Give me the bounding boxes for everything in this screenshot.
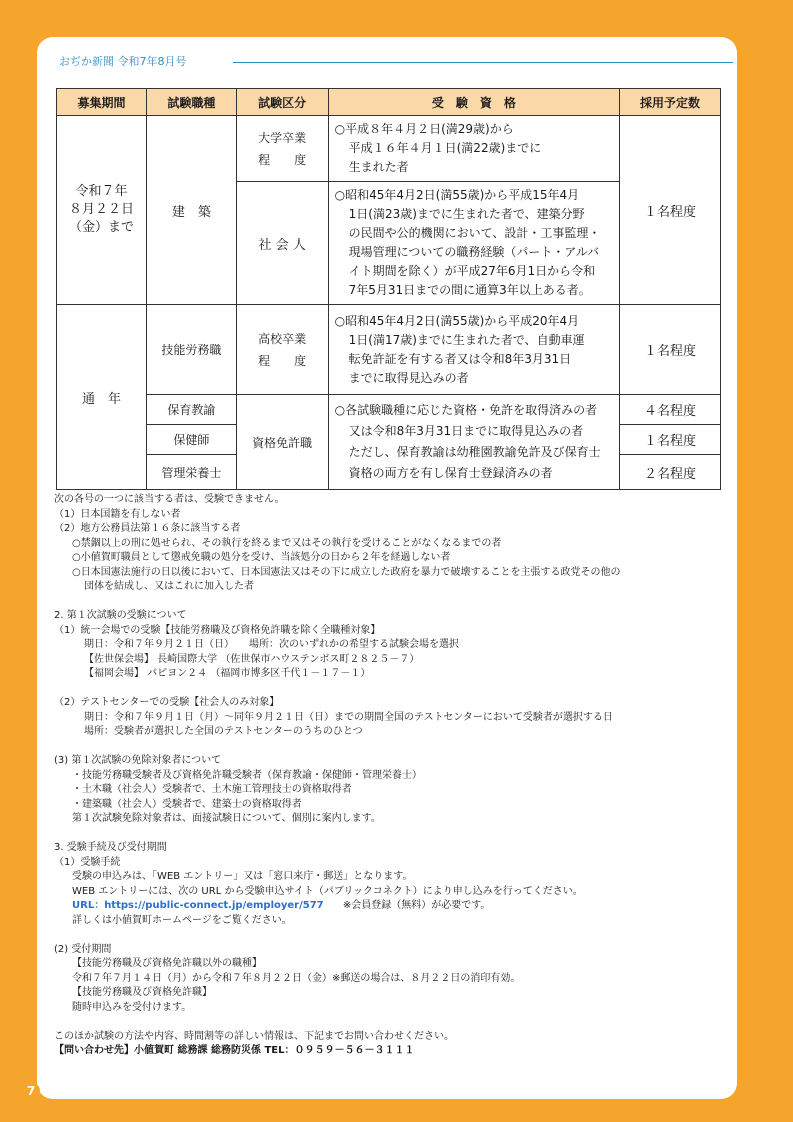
count-kenchiku: １名程度 — [620, 116, 721, 305]
period-line: 令和７年 — [75, 184, 128, 199]
text-line: ○小値賀町職員として懲戒免職の処分を受け、当該処分の日から２年を経過しない者 — [72, 552, 451, 563]
table-row — [57, 395, 721, 425]
count-ginou: １名程度 — [620, 305, 721, 395]
col-header-period: 募集期間 — [57, 89, 147, 116]
qualification-daigaku — [328, 116, 620, 182]
page — [37, 37, 737, 1099]
col-header-qualification: 受 験 資 格 — [328, 89, 620, 116]
category-shikaku: 資格免許職 — [236, 395, 328, 490]
period-yearround: 通 年 — [57, 305, 147, 490]
text-line: 【技能労務職及び資格免許職】 — [72, 987, 212, 998]
qual-line: までに取得見込みの者 — [348, 370, 469, 385]
qualification-shakaijin — [328, 182, 620, 305]
qual-line: 又は令和8年3月31日までに取得見込みの者 — [348, 424, 584, 438]
category-koukou-cell — [236, 305, 328, 395]
table-row — [57, 305, 721, 395]
newsletter-title: おぢか新聞 令和7年8月号 — [59, 55, 187, 68]
text-line: WEB エントリーには、次の URL から受験申込サイト（パブリックコネクト）により申し込みを行ってください。 — [72, 885, 583, 897]
text-line: 期日：令和７年９月２１日（日） 場所：次のいずれかの希望する試験会場を選択 — [84, 639, 459, 650]
category-daigaku-cell — [236, 116, 328, 182]
text-line: ・技能労務職受験者及び資格免許職受験者（保育教諭・保健師・管理栄養士） — [72, 769, 422, 781]
text-line: 令和７年７月１４日（月）から令和７年８月２２日（金）※郵送の場合は、８月２２日の消印有効。 — [72, 972, 521, 984]
col-header-job: 試験職種 — [146, 89, 236, 116]
text-line: （1）統一会場での受験【技能労務職及び資格免許職を除く全職種対象】 — [54, 624, 381, 636]
page-number-badge: 7 — [22, 1082, 40, 1100]
period-line: （金）まで — [68, 220, 134, 235]
job-eiyou: 管理栄養士 — [146, 455, 236, 490]
text-line: (3) 第１次試験の免除対象者について — [54, 755, 222, 766]
qual-line: 1日(満17歳)までに生まれた者で、自動車運 — [348, 332, 585, 347]
count-hoiku: ４名程度 — [620, 395, 721, 425]
job-kenchiku: 建 築 — [146, 116, 236, 305]
job-ginou: 技能労務職 — [146, 305, 236, 395]
qual-line: イト期間を除く）が平成27年6月1日から令和 — [348, 264, 596, 278]
entry-url-link[interactable]: URL：https://public-connect.jp/employer/577 — [72, 900, 324, 911]
text-line: ○禁錮以上の刑に処せられ、その執行を終るまで又はその執行を受けることがなくなるまでの者 — [72, 537, 502, 549]
qual-line: 1日(満23歳)までに生まれた者で、建築分野 — [348, 207, 585, 221]
qual-line: 7年5月31日までの間に通算3年以上ある者。 — [348, 283, 591, 297]
period-deadline-cell — [57, 116, 147, 305]
contact-line: 【問い合わせ先】小値賀町 総務課 総務防災係 TEL：０９５９－５６－３１１１ — [54, 1045, 415, 1056]
qualification-koukou — [328, 305, 620, 395]
text-line: ・建築職（社会人）受験者で、建築士の資格取得者 — [72, 798, 302, 810]
text-line: 次の各号の一つに該当する者は、受験できません。 — [54, 494, 285, 505]
text-line: （1）日本国籍を有しない者 — [54, 508, 181, 520]
category-line: 程 度 — [258, 353, 307, 368]
text-line: ※会員登録（無料）が必要です。 — [342, 900, 491, 911]
qual-line: 平成１６年４月１日(満22歳)までに — [348, 141, 542, 155]
text-line: （1）受験手続 — [54, 856, 121, 868]
text-line: 詳しくは小値賀町ホームページをご覧ください。 — [72, 914, 292, 926]
text-line: このほか試験の方法や内容、時間割等の詳しい情報は、下記までお問い合わせください。 — [54, 1030, 454, 1042]
col-header-count: 採用予定数 — [620, 89, 721, 116]
text-line: （2）地方公務員法第１６条に該当する者 — [54, 523, 241, 534]
qual-line: ○昭和45年4月2日(満55歳)から平成20年4月 — [334, 313, 580, 328]
qual-line: ○昭和45年4月2日(満55歳)から平成15年4月 — [334, 188, 580, 202]
qual-line: ただし、保育教諭は幼稚園教諭免許及び保育士 — [348, 445, 601, 459]
text-line: (2) 受付期間 — [54, 943, 112, 955]
text-line: 場所：受験者が選択した全国のテストセンターのうちのひとつ — [84, 726, 363, 737]
count-hoken: １名程度 — [620, 425, 721, 455]
text-line: 【技能労務職及び資格免許職以外の職種】 — [72, 958, 262, 969]
qual-line: 資格の両方を有し保育士登録済みの者 — [348, 466, 553, 480]
col-header-category: 試験区分 — [236, 89, 328, 116]
header-rule — [233, 62, 733, 63]
qual-line: 現場管理についての職務経験（パート・アルバ — [348, 245, 600, 259]
qual-line: ○平成８年４月２日(満29歳)から — [334, 122, 514, 136]
job-hoken: 保健師 — [146, 425, 236, 455]
category-shakaijin: 社 会 人 — [236, 182, 328, 305]
qualification-shikaku — [328, 395, 620, 490]
text-line: 期日：令和７年９月１日（月）～同年９月２１日（日）までの期間全国のテストセンターにおいて受験者が選択する日 — [84, 711, 613, 723]
text-line: 3. 受験手続及び受付期間 — [54, 842, 167, 853]
job-hoiku: 保育教諭 — [146, 395, 236, 425]
text-line: 第１次試験免除対象者は、面接試験日について、個別に案内します。 — [72, 813, 381, 824]
text-line: ・土木職（社会人）受験者で、土木施工管理技士の資格取得者 — [72, 784, 352, 795]
table-row — [57, 116, 721, 182]
qual-line: 生まれた者 — [348, 160, 409, 174]
category-line: 高校卒業 — [258, 331, 307, 346]
text-line: 2. 第１次試験の受験について — [54, 610, 187, 621]
text-line: 随時申込みを受付けます。 — [72, 1001, 192, 1013]
category-line: 大学卒業 — [258, 130, 307, 145]
qual-line: ○各試験職種に応じた資格・免許を取得済みの者 — [334, 403, 598, 417]
notice-text — [54, 493, 730, 1059]
count-eiyou: ２名程度 — [620, 455, 721, 490]
recruitment-table — [56, 88, 721, 490]
period-line: ８月２２日 — [68, 202, 134, 217]
qual-line: の民間や公的機関において、設計・工事監理・ — [348, 226, 601, 240]
table-header-row — [57, 89, 721, 116]
text-line: （2）テストセンターでの受験【社会人のみ対象】 — [54, 697, 280, 708]
text-line: 【佐世保会場】 長崎国際大学 （佐世保市ハウステンボス町２８２５－７） — [84, 653, 420, 665]
qual-line: 転免許証を有する者又は令和8年3月31日 — [348, 351, 572, 366]
text-line: 団体を結成し、又はこれに加入した者 — [84, 581, 254, 592]
text-line: 受験の申込みは、「WEB エントリー」又は「窓口来庁・郵送」となります。 — [72, 871, 413, 882]
text-line: ○日本国憲法施行の日以後において、日本国憲法又はその下に成立した政府を暴力で破壊することを主張する政党その他の — [72, 566, 621, 578]
text-line: 【福岡会場】 パピヨン２４ （福岡市博多区千代１－１７－１） — [84, 668, 371, 679]
category-line: 程 度 — [258, 152, 307, 167]
